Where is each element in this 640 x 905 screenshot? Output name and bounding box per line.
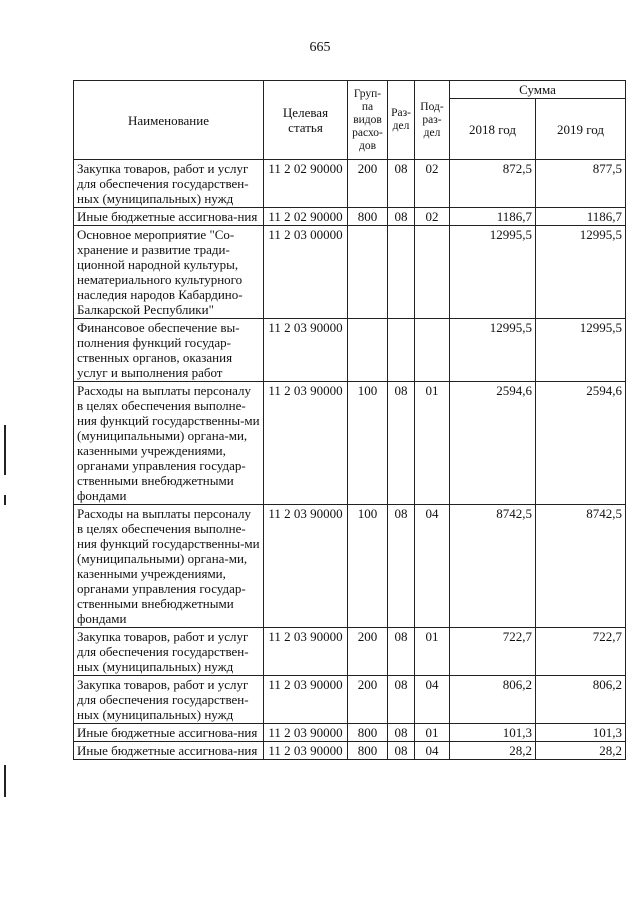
- cell-group: 100: [348, 505, 388, 628]
- cell-subsection: 04: [415, 742, 450, 760]
- header-row: [74, 81, 626, 99]
- cell-section: [388, 319, 415, 382]
- cell-subsection: 01: [415, 724, 450, 742]
- cell-2019: 1186,7: [536, 208, 626, 226]
- cell-target: 11 2 03 90000: [264, 628, 348, 676]
- cell-name: Закупка товаров, работ и услуг для обеспечения государствен-ных (муниципальных) нужд: [74, 628, 264, 676]
- table-row: [74, 226, 626, 319]
- cell-name: Финансовое обеспечение вы-полнения функций государ-ственных органов, оказания услуг и выполнения работ: [74, 319, 264, 382]
- cell-target: 11 2 03 90000: [264, 382, 348, 505]
- cell-section: 08: [388, 724, 415, 742]
- cell-2018: 8742,5: [450, 505, 536, 628]
- cell-target: 11 2 03 90000: [264, 505, 348, 628]
- cell-name: Иные бюджетные ассигнова-ния: [74, 742, 264, 760]
- cell-subsection: 01: [415, 628, 450, 676]
- cell-group: 800: [348, 724, 388, 742]
- cell-target: 11 2 02 90000: [264, 208, 348, 226]
- cell-section: 08: [388, 676, 415, 724]
- cell-2019: 8742,5: [536, 505, 626, 628]
- cell-section: 08: [388, 505, 415, 628]
- cell-target: 11 2 03 90000: [264, 724, 348, 742]
- cell-2018: 872,5: [450, 160, 536, 208]
- cell-name: Основное мероприятие "Со-хранение и развитие тради-ционной народной культуры, нематериального культурного наследия народов Кабардино-Балкарской Республики": [74, 226, 264, 319]
- header-section: Раз-дел: [388, 81, 415, 160]
- table-row: [74, 319, 626, 382]
- cell-2018: 722,7: [450, 628, 536, 676]
- header-sum: Сумма: [450, 81, 626, 99]
- cell-group: [348, 226, 388, 319]
- cell-2019: 806,2: [536, 676, 626, 724]
- cell-section: 08: [388, 208, 415, 226]
- header-year-2018: 2018 год: [450, 99, 536, 160]
- cell-target: 11 2 03 90000: [264, 676, 348, 724]
- cell-subsection: [415, 226, 450, 319]
- cell-section: [388, 226, 415, 319]
- cell-group: 800: [348, 742, 388, 760]
- cell-target: 11 2 02 90000: [264, 160, 348, 208]
- header-group: Груп-па видов расхо-дов: [348, 81, 388, 160]
- header-name: Наименование: [74, 81, 264, 160]
- cell-group: 200: [348, 676, 388, 724]
- table-body: [74, 160, 626, 760]
- cell-2019: 722,7: [536, 628, 626, 676]
- header-target: Целевая статья: [264, 81, 348, 160]
- cell-section: 08: [388, 742, 415, 760]
- cell-target: 11 2 03 90000: [264, 319, 348, 382]
- table-row: [74, 724, 626, 742]
- cell-subsection: 02: [415, 208, 450, 226]
- cell-2018: 1186,7: [450, 208, 536, 226]
- cell-2019: 2594,6: [536, 382, 626, 505]
- cell-2019: 12995,5: [536, 226, 626, 319]
- cell-section: 08: [388, 160, 415, 208]
- cell-target: 11 2 03 90000: [264, 742, 348, 760]
- cell-name: Закупка товаров, работ и услуг для обеспечения государствен-ных (муниципальных) нужд: [74, 676, 264, 724]
- cell-name: Расходы на выплаты персоналу в целях обеспечения выполне-ния функций государственны-ми (муниципальными) органа-ми, казенными учреждениями, органами управления государ-ственными внебюджетными фондами: [74, 382, 264, 505]
- page-number: 665: [309, 40, 331, 55]
- cell-target: 11 2 03 00000: [264, 226, 348, 319]
- cell-2018: 806,2: [450, 676, 536, 724]
- margin-mark: [4, 425, 6, 475]
- cell-2019: 12995,5: [536, 319, 626, 382]
- table-row: [74, 628, 626, 676]
- cell-subsection: 04: [415, 505, 450, 628]
- cell-2018: 28,2: [450, 742, 536, 760]
- table-row: [74, 160, 626, 208]
- table-row: [74, 676, 626, 724]
- cell-group: 100: [348, 382, 388, 505]
- cell-name: Расходы на выплаты персоналу в целях обеспечения выполне-ния функций государственны-ми (муниципальными) органа-ми, казенными учреждениями, органами управления государ-ственными внебюджетными фондами: [74, 505, 264, 628]
- cell-name: Иные бюджетные ассигнова-ния: [74, 724, 264, 742]
- margin-mark: [4, 765, 6, 797]
- cell-section: 08: [388, 628, 415, 676]
- cell-subsection: 01: [415, 382, 450, 505]
- cell-subsection: 02: [415, 160, 450, 208]
- header-subsection: Под-раз-дел: [415, 81, 450, 160]
- cell-subsection: [415, 319, 450, 382]
- table-row: [74, 742, 626, 760]
- margin-mark: [4, 495, 6, 505]
- budget-table: [73, 80, 626, 760]
- cell-group: 200: [348, 628, 388, 676]
- cell-2019: 877,5: [536, 160, 626, 208]
- cell-section: 08: [388, 382, 415, 505]
- header-year-2019: 2019 год: [536, 99, 626, 160]
- cell-name: Закупка товаров, работ и услуг для обеспечения государствен-ных (муниципальных) нужд: [74, 160, 264, 208]
- cell-2018: 101,3: [450, 724, 536, 742]
- cell-group: 800: [348, 208, 388, 226]
- cell-2018: 2594,6: [450, 382, 536, 505]
- cell-2019: 101,3: [536, 724, 626, 742]
- cell-group: [348, 319, 388, 382]
- table-row: [74, 505, 626, 628]
- cell-name: Иные бюджетные ассигнова-ния: [74, 208, 264, 226]
- cell-2019: 28,2: [536, 742, 626, 760]
- cell-group: 200: [348, 160, 388, 208]
- cell-subsection: 04: [415, 676, 450, 724]
- table-row: [74, 208, 626, 226]
- table-row: [74, 382, 626, 505]
- cell-2018: 12995,5: [450, 319, 536, 382]
- cell-2018: 12995,5: [450, 226, 536, 319]
